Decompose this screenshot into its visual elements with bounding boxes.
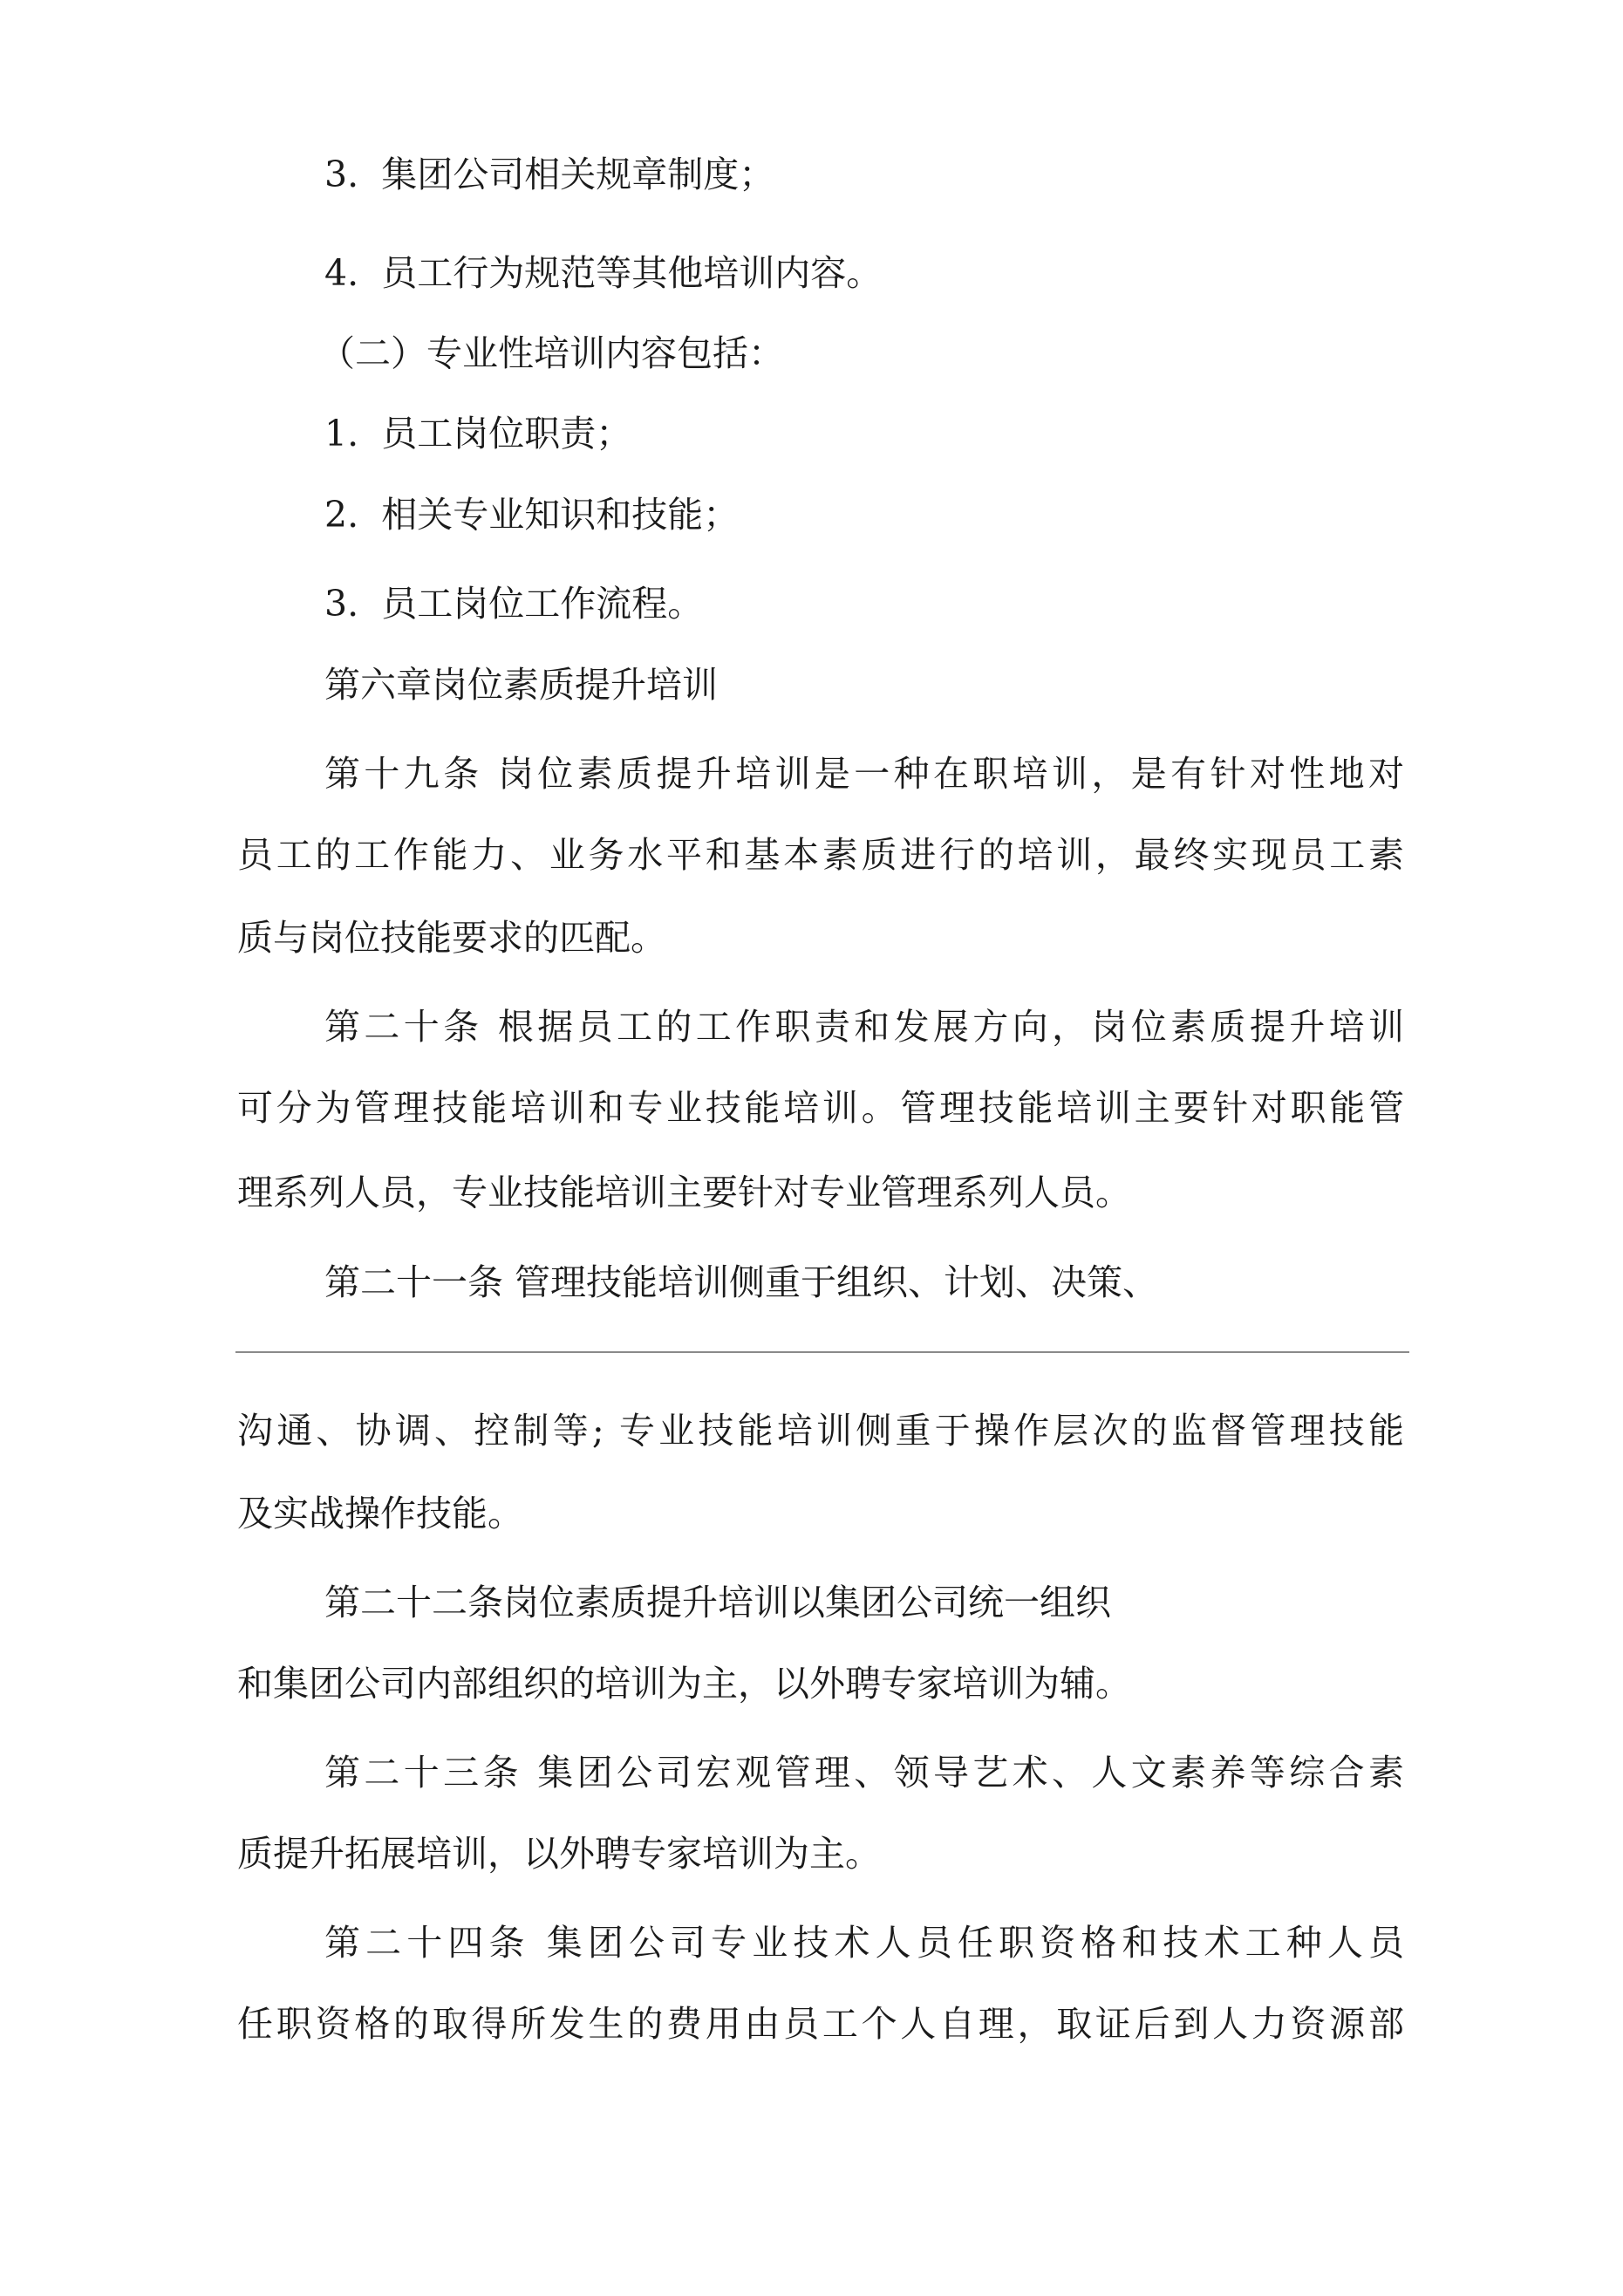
article-21-line-2: 沟通、协调、控制等; 专业技能培训侧重于操作层次的监督管理技能 bbox=[237, 1410, 1404, 1452]
article-20-line-3: 理系列人员，专业技能培训主要针对专业管理系列人员。 bbox=[237, 1172, 1131, 1213]
list-number: 2. bbox=[324, 494, 359, 536]
article-23-line-1: 第二十三条 集团公司宏观管理、领导艺术、人文素养等综合素 bbox=[324, 1752, 1404, 1794]
article-24-line-1: 第二十四条 集团公司专业技术人员任职资格和技术工种人员 bbox=[324, 1922, 1404, 1964]
list-number: 1. bbox=[324, 413, 359, 454]
article-23-line-2: 质提升拓展培训，以外聘专家培训为主。 bbox=[237, 1833, 881, 1875]
article-21-line-1: 第二十一条 管理技能培训侧重于组织、计划、决策、 bbox=[324, 1261, 1159, 1303]
list-text: 员工行为规范等其他培训内容。 bbox=[381, 252, 883, 294]
article-24-line-2: 任职资格的取得所发生的费用由员工个人自理，取证后到人力资源部 bbox=[237, 2003, 1404, 2045]
list-item bbox=[324, 489, 739, 541]
list-item bbox=[324, 247, 882, 299]
list-number: 4. bbox=[324, 252, 359, 294]
list-text: 相关专业知识和技能； bbox=[381, 494, 740, 536]
list-item bbox=[324, 577, 703, 630]
section-heading: （二）专业性培训内容包括： bbox=[319, 332, 784, 374]
article-20-line-2: 可分为管理技能培训和专业技能培训。管理技能培训主要针对职能管 bbox=[237, 1087, 1404, 1129]
list-text: 集团公司相关规章制度； bbox=[381, 154, 775, 195]
list-text: 员工岗位职责； bbox=[381, 413, 632, 454]
list-item bbox=[324, 407, 631, 460]
page-divider bbox=[235, 1351, 1409, 1353]
list-item bbox=[324, 148, 774, 201]
list-text: 员工岗位工作流程。 bbox=[381, 583, 704, 625]
article-20-line-1: 第二十条 根据员工的工作职责和发展方向，岗位素质提升培训 bbox=[324, 1006, 1404, 1048]
article-19-line-2: 员工的工作能力、业务水平和基本素质进行的培训，最终实现员工素 bbox=[237, 834, 1404, 876]
article-22-line-2: 和集团公司内部组织的培训为主，以外聘专家培训为辅。 bbox=[237, 1663, 1131, 1705]
chapter-title: 第六章岗位素质提升培训 bbox=[324, 664, 718, 706]
list-number: 3. bbox=[324, 583, 359, 625]
article-21-line-3: 及实战操作技能。 bbox=[237, 1493, 523, 1534]
article-22-line-1: 第二十二条岗位素质提升培训以集团公司统一组织 bbox=[324, 1582, 1111, 1623]
article-19-line-3: 质与岗位技能要求的匹配。 bbox=[237, 917, 666, 959]
article-19-line-1: 第十九条 岗位素质提升培训是一种在职培训，是有针对性地对 bbox=[324, 753, 1404, 795]
list-number: 3. bbox=[324, 154, 359, 195]
